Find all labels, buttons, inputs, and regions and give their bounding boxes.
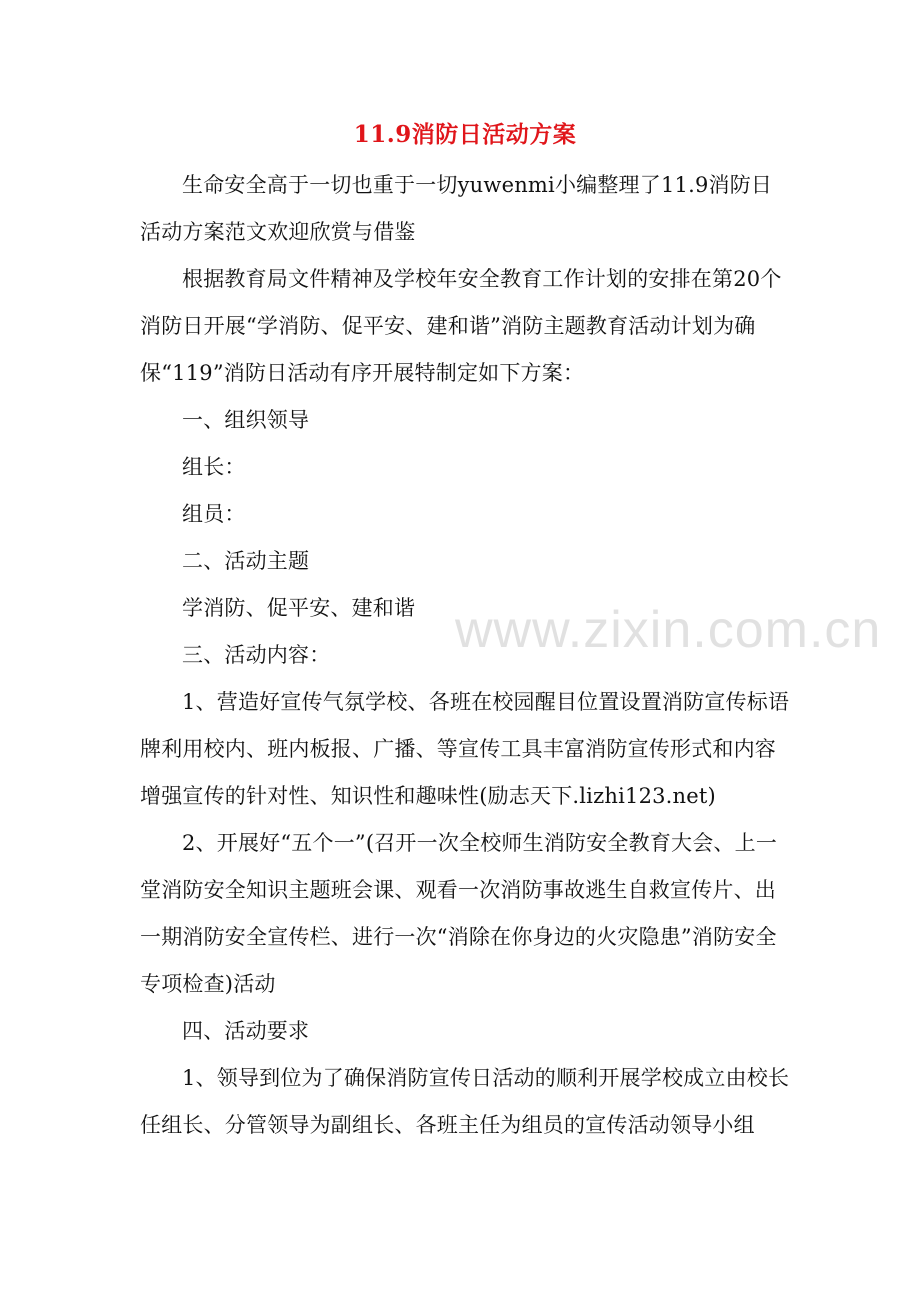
section-heading-organization: 一、组织领导 [182,408,310,432]
watermark-text: www.zixin.com.cn [455,601,882,659]
paragraph-intro: 生命安全高于一切也重于一切yuwenmi小编整理了11.9消防日活动方案范文欢迎欣赏与借鉴 [140,173,773,244]
section-heading-content: 三、活动内容： [182,643,331,667]
section-heading-theme: 二、活动主题 [182,549,310,573]
paragraph-members: 组员： [182,502,246,526]
paragraph-content-1: 1、营造好宣传气氛学校、各班在校园醒目位置设置消防宣传标语牌利用校内、班内板报、广播、等宣传工具丰富消防宣传形式和内容增强宣传的针对性、知识性和趣味性(励志天下.lizhi123.net) [140,690,790,808]
paragraph-theme: 学消防、促平安、建和谐 [182,596,416,620]
paragraph-content-2: 2、开展好“五个一”(召开一次全校师生消防安全教育大会、上一堂消防安全知识主题班会课、观看一次消防事故逃生自救宣传片、出一期消防安全宣传栏、进行一次“消除在你身边的火灾隐患”消防安全专项检查)活动 [140,831,778,996]
section-heading-requirements: 四、活动要求 [182,1019,310,1043]
paragraph-basis: 根据教育局文件精神及学校年安全教育工作计划的安排在第20个消防日开展“学消防、促平安、建和谐”消防主题教育活动计划为确保“119”消防日活动有序开展特制定如下方案： [140,267,782,385]
paragraph-leader: 组长： [182,455,246,479]
paragraph-requirements-1: 1、领导到位为了确保消防宣传日活动的顺利开展学校成立由校长任组长、分管领导为副组长、各班主任为组员的宣传活动领导小组 [140,1066,790,1137]
document-body [140,116,790,1149]
document-title: 11.9消防日活动方案 [353,121,577,148]
